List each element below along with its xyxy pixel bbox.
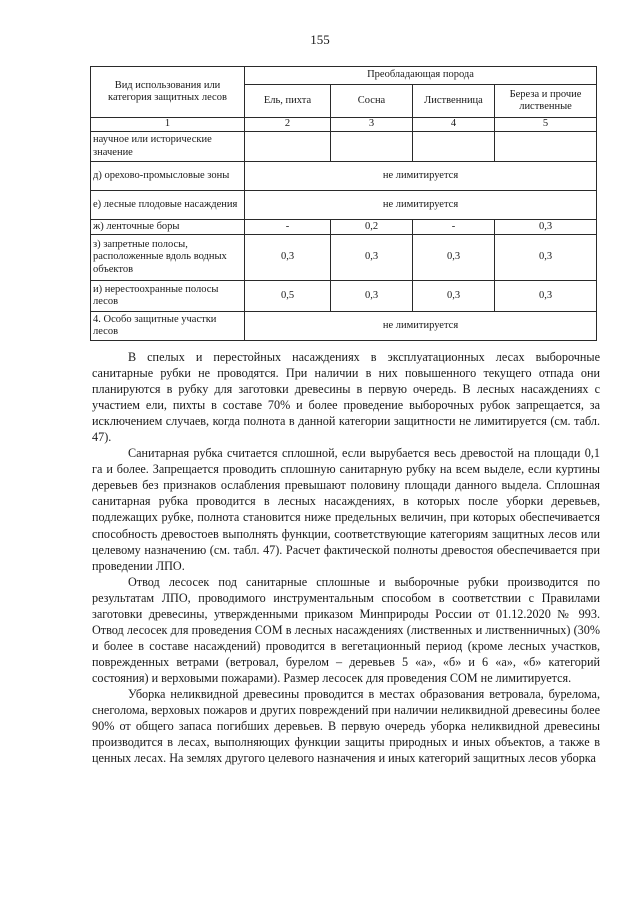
column-number: 5: [495, 118, 597, 132]
column-number: 4: [413, 118, 495, 132]
table-row: [91, 220, 597, 235]
table-row: [91, 312, 597, 341]
table-row: [91, 162, 597, 191]
row-label: и) нерестоохранные полосы лесов: [91, 281, 245, 312]
paragraph: Уборка неликвидной древесины проводится в местах образования ветровала, бурелома, снеголома, верховых пожаров и других повреждений при наличии неликвидной древесины более 90% от общего запаса погибших деревьев. В первую очередь уборка неликвидной древесины производится в лесах, выполняющих функции защиты природных и иных объектов, а также в ценных лесах. На землях другого целевого назначения и иных категорий защитных лесов уборка: [92, 686, 600, 766]
merged-cell: не лимитируется: [245, 191, 597, 220]
table-cell: [245, 132, 331, 162]
header-species: Береза и прочие лиственные: [495, 85, 597, 118]
row-label: научное или исторические значение: [91, 132, 245, 162]
table-cell: 0,3: [495, 281, 597, 312]
table-row: [91, 235, 597, 281]
table-row: [91, 281, 597, 312]
protective-forests-table: [90, 66, 597, 341]
table-cell: 0,3: [413, 281, 495, 312]
table-row: [91, 191, 597, 220]
row-label: д) орехово-промысловые зоны: [91, 162, 245, 191]
row-label: е) лесные плодовые насаждения: [91, 191, 245, 220]
table-cell: 0,3: [495, 235, 597, 281]
table-cell: 0,3: [245, 235, 331, 281]
table-cell: 0,3: [495, 220, 597, 235]
header-usage-type: Вид использования или категория защитных лесов: [91, 67, 245, 118]
column-number: 3: [331, 118, 413, 132]
table-cell: 0,3: [331, 281, 413, 312]
paragraph: Отвод лесосек под санитарные сплошные и выборочные рубки производится по результатам ЛПО, проводимого инструментальным способом в соответствии с Правилами заготовки древесины, утвержденными приказом Минприроды России от 01.12.2020 № 993. Отвод лесосек для проведения СОМ в лесных насаждениях (лиственных и лиственничных) (30% и более в составе насаждений) проводится в вегетационный период (кроме лесных участков, поврежденных ветрами (ветровал, бурелом – деревьев 5 «а», «б» и 6 «а», «б» категорий состояния) и верховыми пожарами). Размер лесосек для проведения СОМ не лимитируется.: [92, 574, 600, 685]
body-text: [92, 349, 600, 766]
table-cell: 0,2: [331, 220, 413, 235]
table-row: [91, 132, 597, 162]
table-cell: [331, 132, 413, 162]
table-header-row: [91, 67, 597, 85]
column-number: 1: [91, 118, 245, 132]
row-label: 4. Особо защитные участки лесов: [91, 312, 245, 341]
header-species: Сосна: [331, 85, 413, 118]
paragraph: В спелых и перестойных насаждениях в эксплуатационных лесах выборочные санитарные рубки не проводятся. При наличии в них повышенного текущего отпада они планируются в рубку для заготовки древесины в первую очередь. В лесных насаждениях с участием ели, пихты в составе 70% и более проведение выборочных рубок запрещается, за исключением случаев, когда полнота в данной категории защитности не лимитируется (см. табл. 47).: [92, 350, 600, 445]
row-label: ж) ленточные боры: [91, 220, 245, 235]
table-cell: -: [413, 220, 495, 235]
table-column-numbers: [91, 118, 597, 132]
table-cell: [413, 132, 495, 162]
table-cell: 0,5: [245, 281, 331, 312]
header-dominant-species: Преобладающая порода: [245, 67, 597, 85]
paragraph: Санитарная рубка считается сплошной, если вырубается весь древостой на площади 0,1 га и более. Запрещается проводить сплошную санитарную рубку на всем выделе, если куртины деревьев без признаков ослабления превышают половину площади данного выдела. Сплошная санитарная рубка проводится в лесных насаждениях, в которых после уборки деревьев, подлежащих рубке, полнота становится ниже предельных величин, при которых обеспечивается способность древостоев выполнять функции, соответствующие категориям защитных лесов или целевому назначению (см. табл. 47). Расчет фактической полноты древостоя обеспечивается при проведении ЛПО.: [92, 446, 600, 573]
merged-cell: не лимитируется: [245, 162, 597, 191]
table-cell: 0,3: [331, 235, 413, 281]
table-cell: [495, 132, 597, 162]
merged-cell: не лимитируется: [245, 312, 597, 341]
column-number: 2: [245, 118, 331, 132]
page-number: 155: [310, 32, 330, 47]
row-label: з) запретные полосы, расположенные вдоль водных объектов: [91, 235, 245, 281]
header-species: Лиственница: [413, 85, 495, 118]
table-cell: -: [245, 220, 331, 235]
table-cell: 0,3: [413, 235, 495, 281]
header-species: Ель, пихта: [245, 85, 331, 118]
